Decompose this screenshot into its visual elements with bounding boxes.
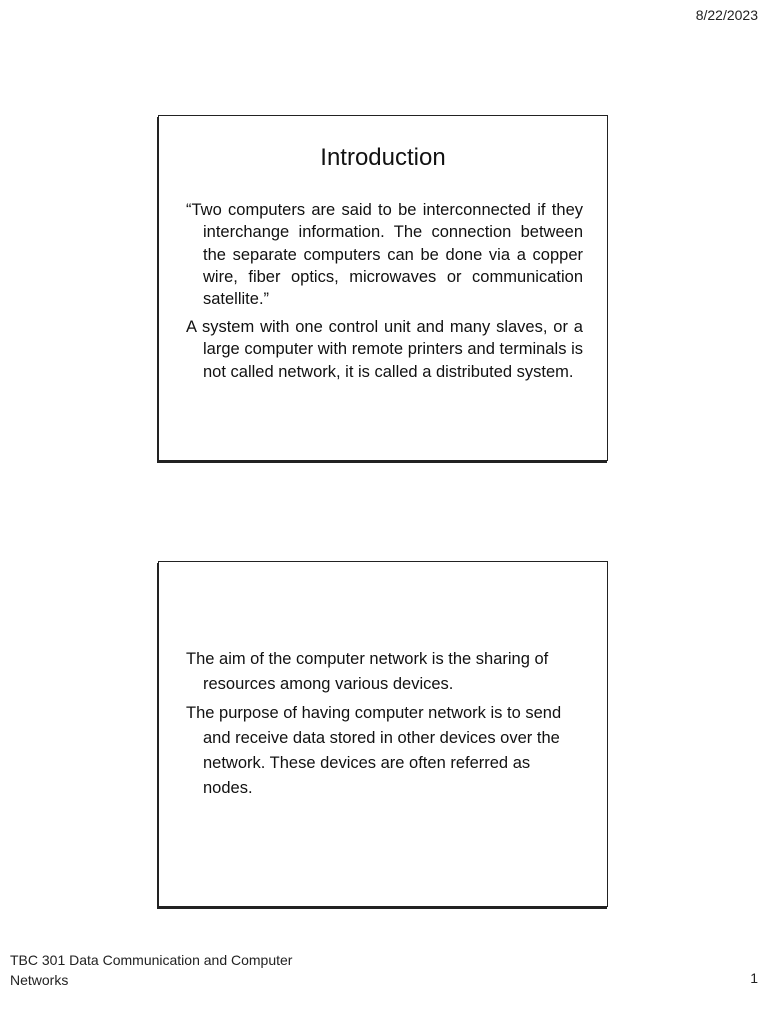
slide-paragraph-purpose: The purpose of having computer network is to send and receive data stored in other devices over the network. These devices are often referred as nodes. bbox=[186, 704, 562, 797]
slide-paragraph-quote: “Two computers are said to be interconnected if they interchange information. The connection between the separate computers can be done via a copper wire, fiber optics, microwaves or communication satellite.” bbox=[186, 201, 583, 309]
page-date: 8/22/2023 bbox=[695, 7, 758, 23]
slide-paragraph-aim: The aim of the computer network is the sharing of resources among various devices. bbox=[186, 650, 549, 693]
slide-paragraph-distributed-system: A system with one control unit and many slaves, or a large computer with remote printers and terminals is not called network, it is called a distributed system. bbox=[186, 318, 583, 381]
slide-title: Introduction bbox=[320, 144, 446, 171]
slide-network-purpose bbox=[158, 561, 608, 907]
footer-course-title: TBC 301 Data Communication and Computer Networks bbox=[10, 952, 293, 988]
slide-introduction bbox=[158, 115, 608, 461]
footer-page-number: 1 bbox=[750, 970, 758, 986]
